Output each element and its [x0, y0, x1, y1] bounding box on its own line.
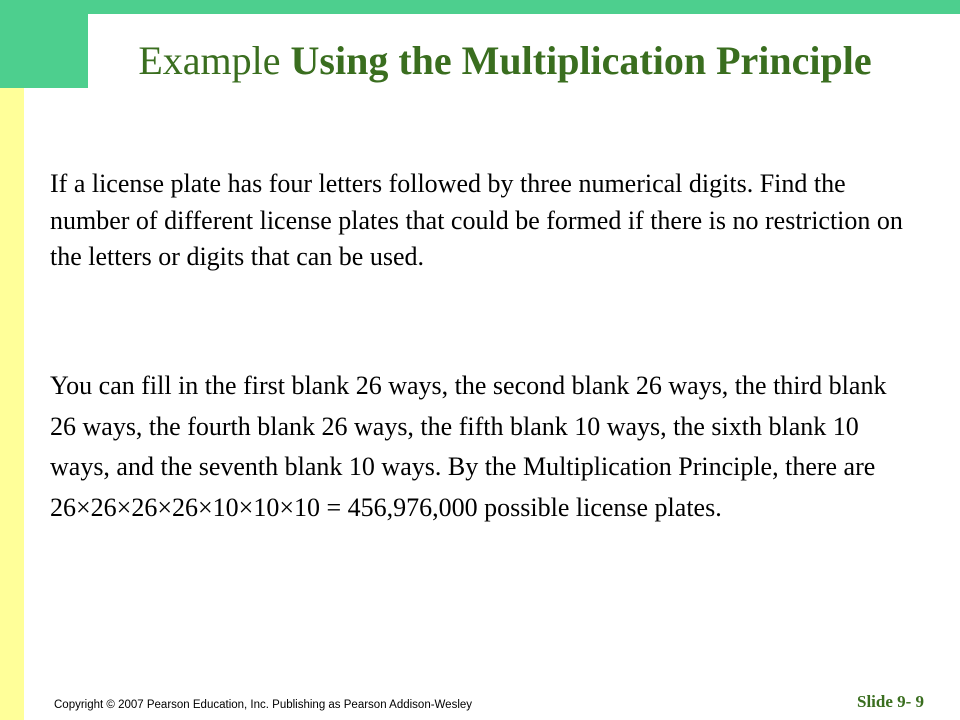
- copyright-text: Copyright © 2007 Pearson Education, Inc. Publishing as Pearson Addison-Wesley: [54, 699, 473, 711]
- solution-paragraph: You can fill in the first blank 26 ways, the second blank 26 ways, the third blank 26 ways, the fourth blank 26 ways, the fifth blank 10 ways, the sixth blank 10 ways, and the seventh blank 10 ways. By the Multiplication Principle, there are 26×26×26×26×10×10×10 = 456,976,000 possible license plates.: [50, 371, 887, 522]
- problem-paragraph: If a license plate has four letters followed by three numerical digits. Find the number of different license plates that could be formed if there is no restriction on the letters or digits that can be used.: [50, 169, 903, 271]
- title-prefix: Example: [138, 38, 291, 83]
- corner-accent-block: [0, 0, 88, 88]
- slide-number: Slide 9- 9: [857, 692, 925, 711]
- top-accent-bar: [0, 0, 960, 14]
- left-accent-bar: [0, 88, 24, 720]
- title-bold: Using the Multiplication Principle: [290, 38, 872, 83]
- slide-title: [110, 36, 900, 86]
